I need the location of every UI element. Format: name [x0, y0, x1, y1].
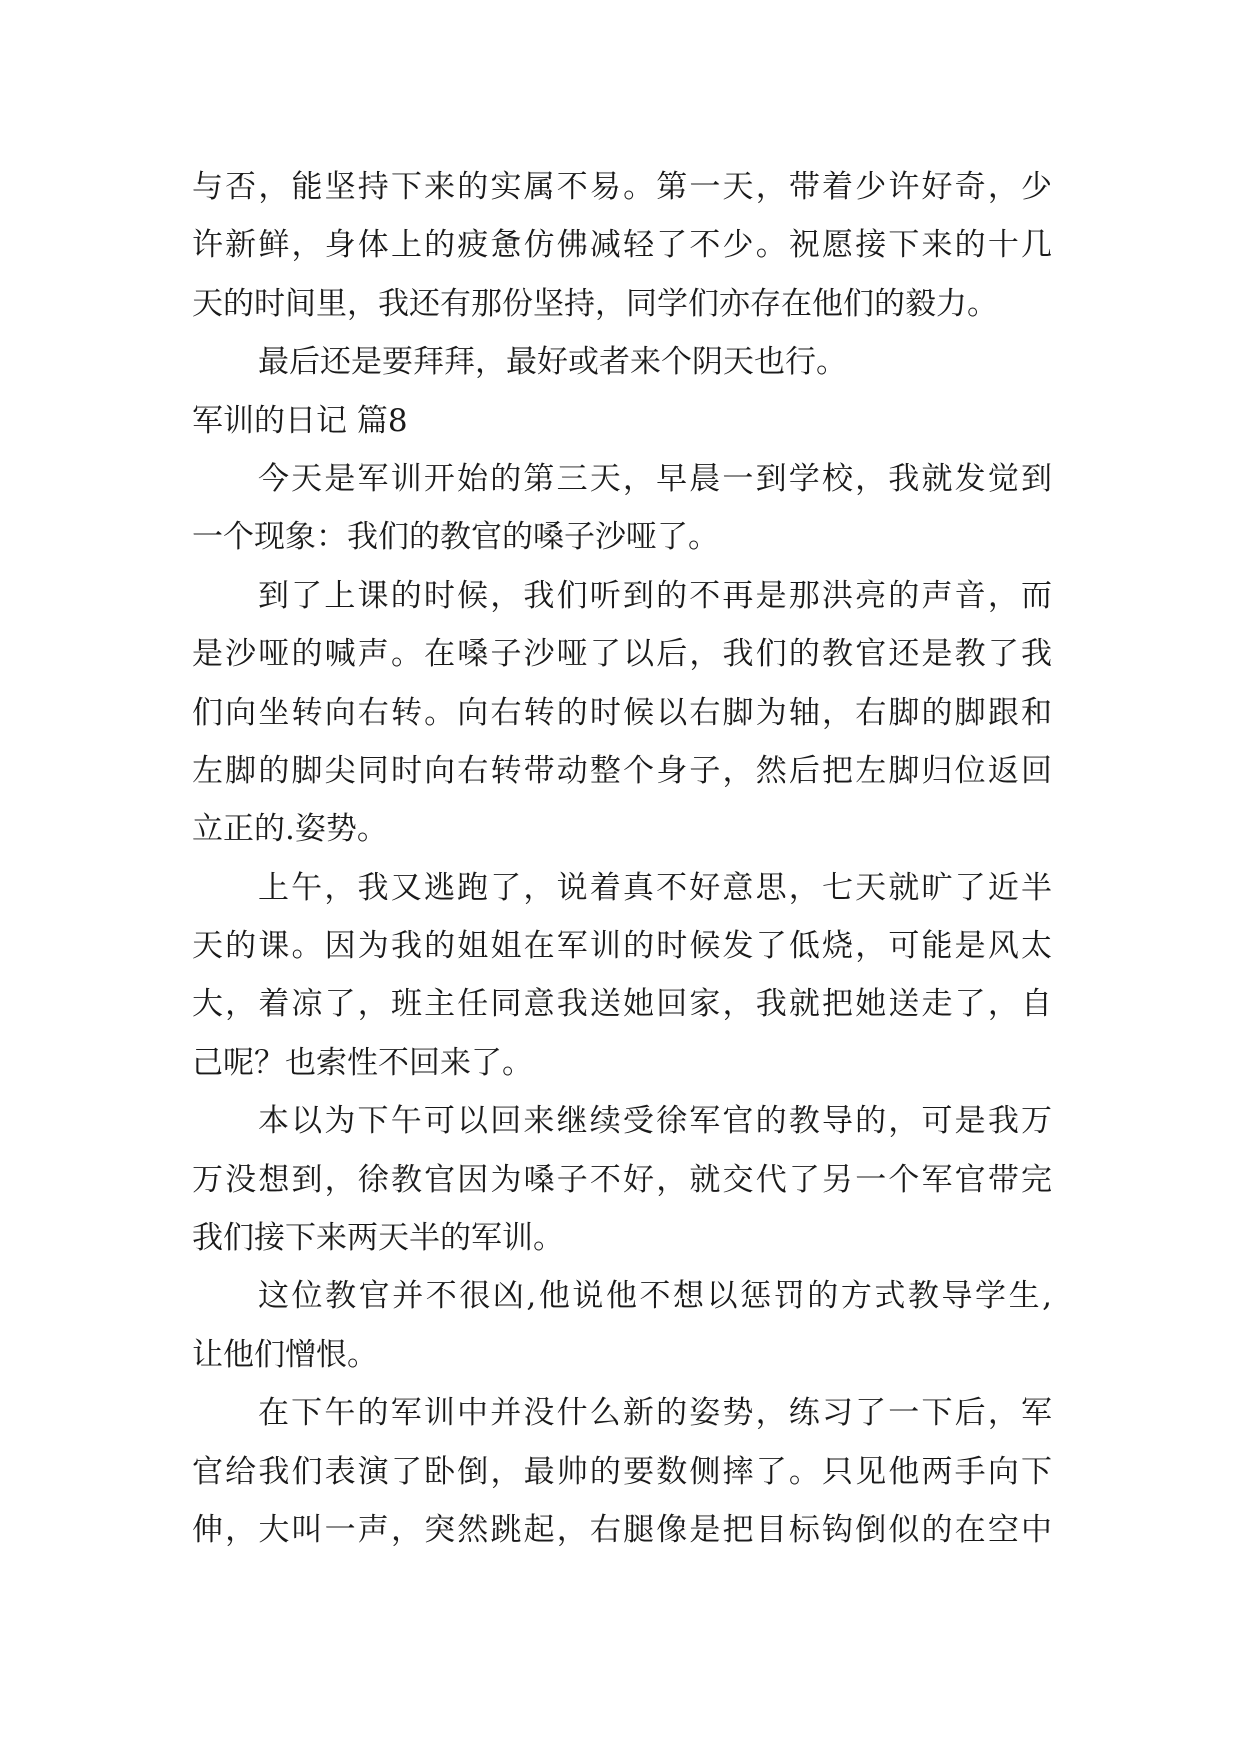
text-line: 到了上课的时候，我们听到的不再是那洪亮的声音，而	[258, 577, 1052, 614]
text-line: 今天是军训开始的第三天，早晨一到学校，我就发觉到	[258, 460, 1052, 497]
text-line: 立正的.姿势。	[192, 811, 388, 848]
text-line: 让他们憎恨。	[192, 1336, 378, 1373]
text-line: 我们接下来两天半的军训。	[192, 1220, 564, 1257]
text-line: 是沙哑的喊声。在嗓子沙哑了以后，我们的教官还是教了我	[192, 636, 1052, 673]
text-line: 万没想到，徐教官因为嗓子不好，就交代了另一个军官带完	[192, 1161, 1052, 1198]
text-line: 天的课。因为我的姐姐在军训的时候发了低烧，可能是风太	[192, 928, 1052, 965]
document-body	[192, 158, 1052, 1559]
text-line: 一个现象：我们的教官的嗓子沙哑了。	[192, 519, 719, 556]
text-line: 天的时间里，我还有那份坚持，同学们亦存在他们的毅力。	[192, 285, 998, 322]
text-line: 伸，大叫一声，突然跳起，右腿像是把目标钩倒似的在空中	[192, 1511, 1052, 1548]
text-line: 与否，能坚持下来的实属不易。第一天，带着少许好奇，少	[192, 169, 1052, 205]
text-line: 己呢？也索性不回来了。	[192, 1044, 533, 1081]
text-line: 左脚的脚尖同时向右转带动整个身子，然后把左脚归位返回	[192, 752, 1052, 789]
text-line: 大，着凉了，班主任同意我送她回家，我就把她送走了，自	[192, 986, 1052, 1023]
text-line: 上午，我又逃跑了，说着真不好意思，七天就旷了近半	[258, 869, 1052, 906]
text-line: 在下午的军训中并没什么新的姿势，练习了一下后，军	[258, 1395, 1052, 1432]
section-heading: 军训的日记 篇8	[192, 402, 408, 439]
text-line: 许新鲜，身体上的疲惫仿佛减轻了不少。祝愿接下来的十几	[192, 227, 1052, 264]
text-line: 这位教官并不很凶,他说他不想以惩罚的方式教导学生,	[258, 1278, 1052, 1315]
text-line: 们向坐转向右转。向右转的时候以右脚为轴，右脚的脚跟和	[192, 694, 1052, 731]
text-line: 本以为下午可以回来继续受徐军官的教导的，可是我万	[258, 1103, 1052, 1140]
text-line: 官给我们表演了卧倒，最帅的要数侧摔了。只见他两手向下	[192, 1453, 1052, 1490]
text-line: 最后还是要拜拜，最好或者来个阴天也行。	[258, 344, 847, 381]
